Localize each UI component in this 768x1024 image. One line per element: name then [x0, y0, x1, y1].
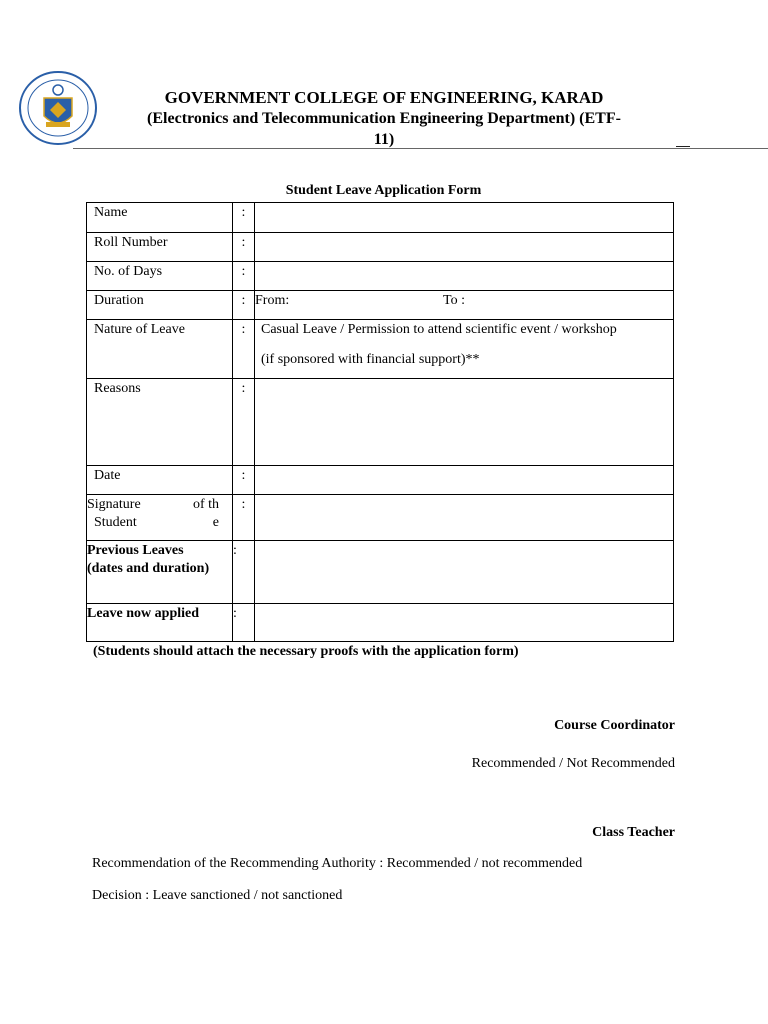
input-reasons[interactable]: [255, 379, 674, 466]
header-divider-mark: [676, 146, 690, 147]
department-line-2: 11): [373, 131, 395, 148]
input-name[interactable]: [255, 203, 674, 233]
form-row-signature: [87, 495, 674, 541]
separator: :: [233, 543, 237, 558]
input-no-of-days[interactable]: [255, 262, 674, 291]
college-name: GOVERNMENT COLLEGE OF ENGINEERING, KARAD: [164, 88, 604, 107]
separator: :: [241, 264, 246, 279]
attachment-note: (Students should attach the necessary proofs with the application form): [93, 644, 519, 659]
signature-word-1: Signature: [87, 497, 141, 512]
form-row-date: [87, 466, 674, 495]
signature-word-4: e: [212, 515, 219, 530]
nature-line-1: Casual Leave / Permission to attend scientific event / workshop: [261, 322, 617, 337]
label-nature-of-leave: Nature of Leave: [94, 322, 185, 337]
separator: :: [241, 205, 246, 220]
label-reasons: Reasons: [94, 381, 141, 396]
label-no-of-days: No. of Days: [94, 264, 163, 279]
input-leave-now-applied[interactable]: [255, 604, 674, 642]
input-roll-number[interactable]: [255, 233, 674, 262]
separator: :: [241, 235, 246, 250]
label-previous-leaves: [87, 541, 232, 578]
leave-form-table: [86, 202, 674, 642]
class-teacher-label: Class Teacher: [592, 825, 675, 840]
separator: :: [241, 497, 246, 512]
label-signature: [87, 495, 232, 532]
label-date: Date: [94, 468, 121, 483]
form-row-days: [87, 262, 674, 291]
form-row-reasons: [87, 379, 674, 466]
input-signature[interactable]: [255, 495, 674, 541]
form-row-nature: [87, 320, 674, 379]
previous-leaves-line-1: Previous Leaves: [87, 543, 184, 558]
form-row-roll: [87, 233, 674, 262]
coordinator-recommendation: Recommended / Not Recommended: [471, 756, 675, 771]
form-title: Student Leave Application Form: [285, 183, 482, 198]
form-row-leave-now: [87, 604, 674, 642]
input-date[interactable]: [255, 466, 674, 495]
form-row-previous-leaves: [87, 541, 674, 604]
college-logo: [18, 70, 98, 146]
duration-from-label: From:: [255, 293, 290, 308]
authority-recommendation: Recommendation of the Recommending Authority : Recommended / not recommended: [92, 856, 583, 871]
form-row-name: [87, 203, 674, 233]
label-leave-now-applied: Leave now applied: [87, 606, 200, 621]
department-name: [100, 108, 668, 150]
label-name: Name: [94, 205, 128, 220]
separator: :: [241, 322, 246, 337]
separator: :: [241, 293, 246, 308]
duration-to-label: To :: [443, 293, 465, 308]
separator: :: [241, 381, 246, 396]
label-roll-number: Roll Number: [94, 235, 168, 250]
separator: :: [241, 468, 246, 483]
header-divider: [73, 148, 768, 149]
separator: :: [233, 606, 237, 621]
signature-word-2: of th: [192, 497, 219, 512]
department-line-1: (Electronics and Telecommunication Engineering Department) (ETF-: [147, 110, 621, 127]
signature-word-3: Student: [94, 515, 137, 530]
course-coordinator-label: Course Coordinator: [554, 718, 675, 733]
nature-of-leave-options[interactable]: [255, 320, 674, 379]
nature-line-2: (if sponsored with financial support)**: [261, 352, 480, 367]
input-previous-leaves[interactable]: [255, 541, 674, 604]
previous-leaves-line-2: (dates and duration): [87, 561, 210, 576]
decision-line: Decision : Leave sanctioned / not sanctioned: [92, 888, 343, 903]
label-duration: Duration: [94, 293, 144, 308]
